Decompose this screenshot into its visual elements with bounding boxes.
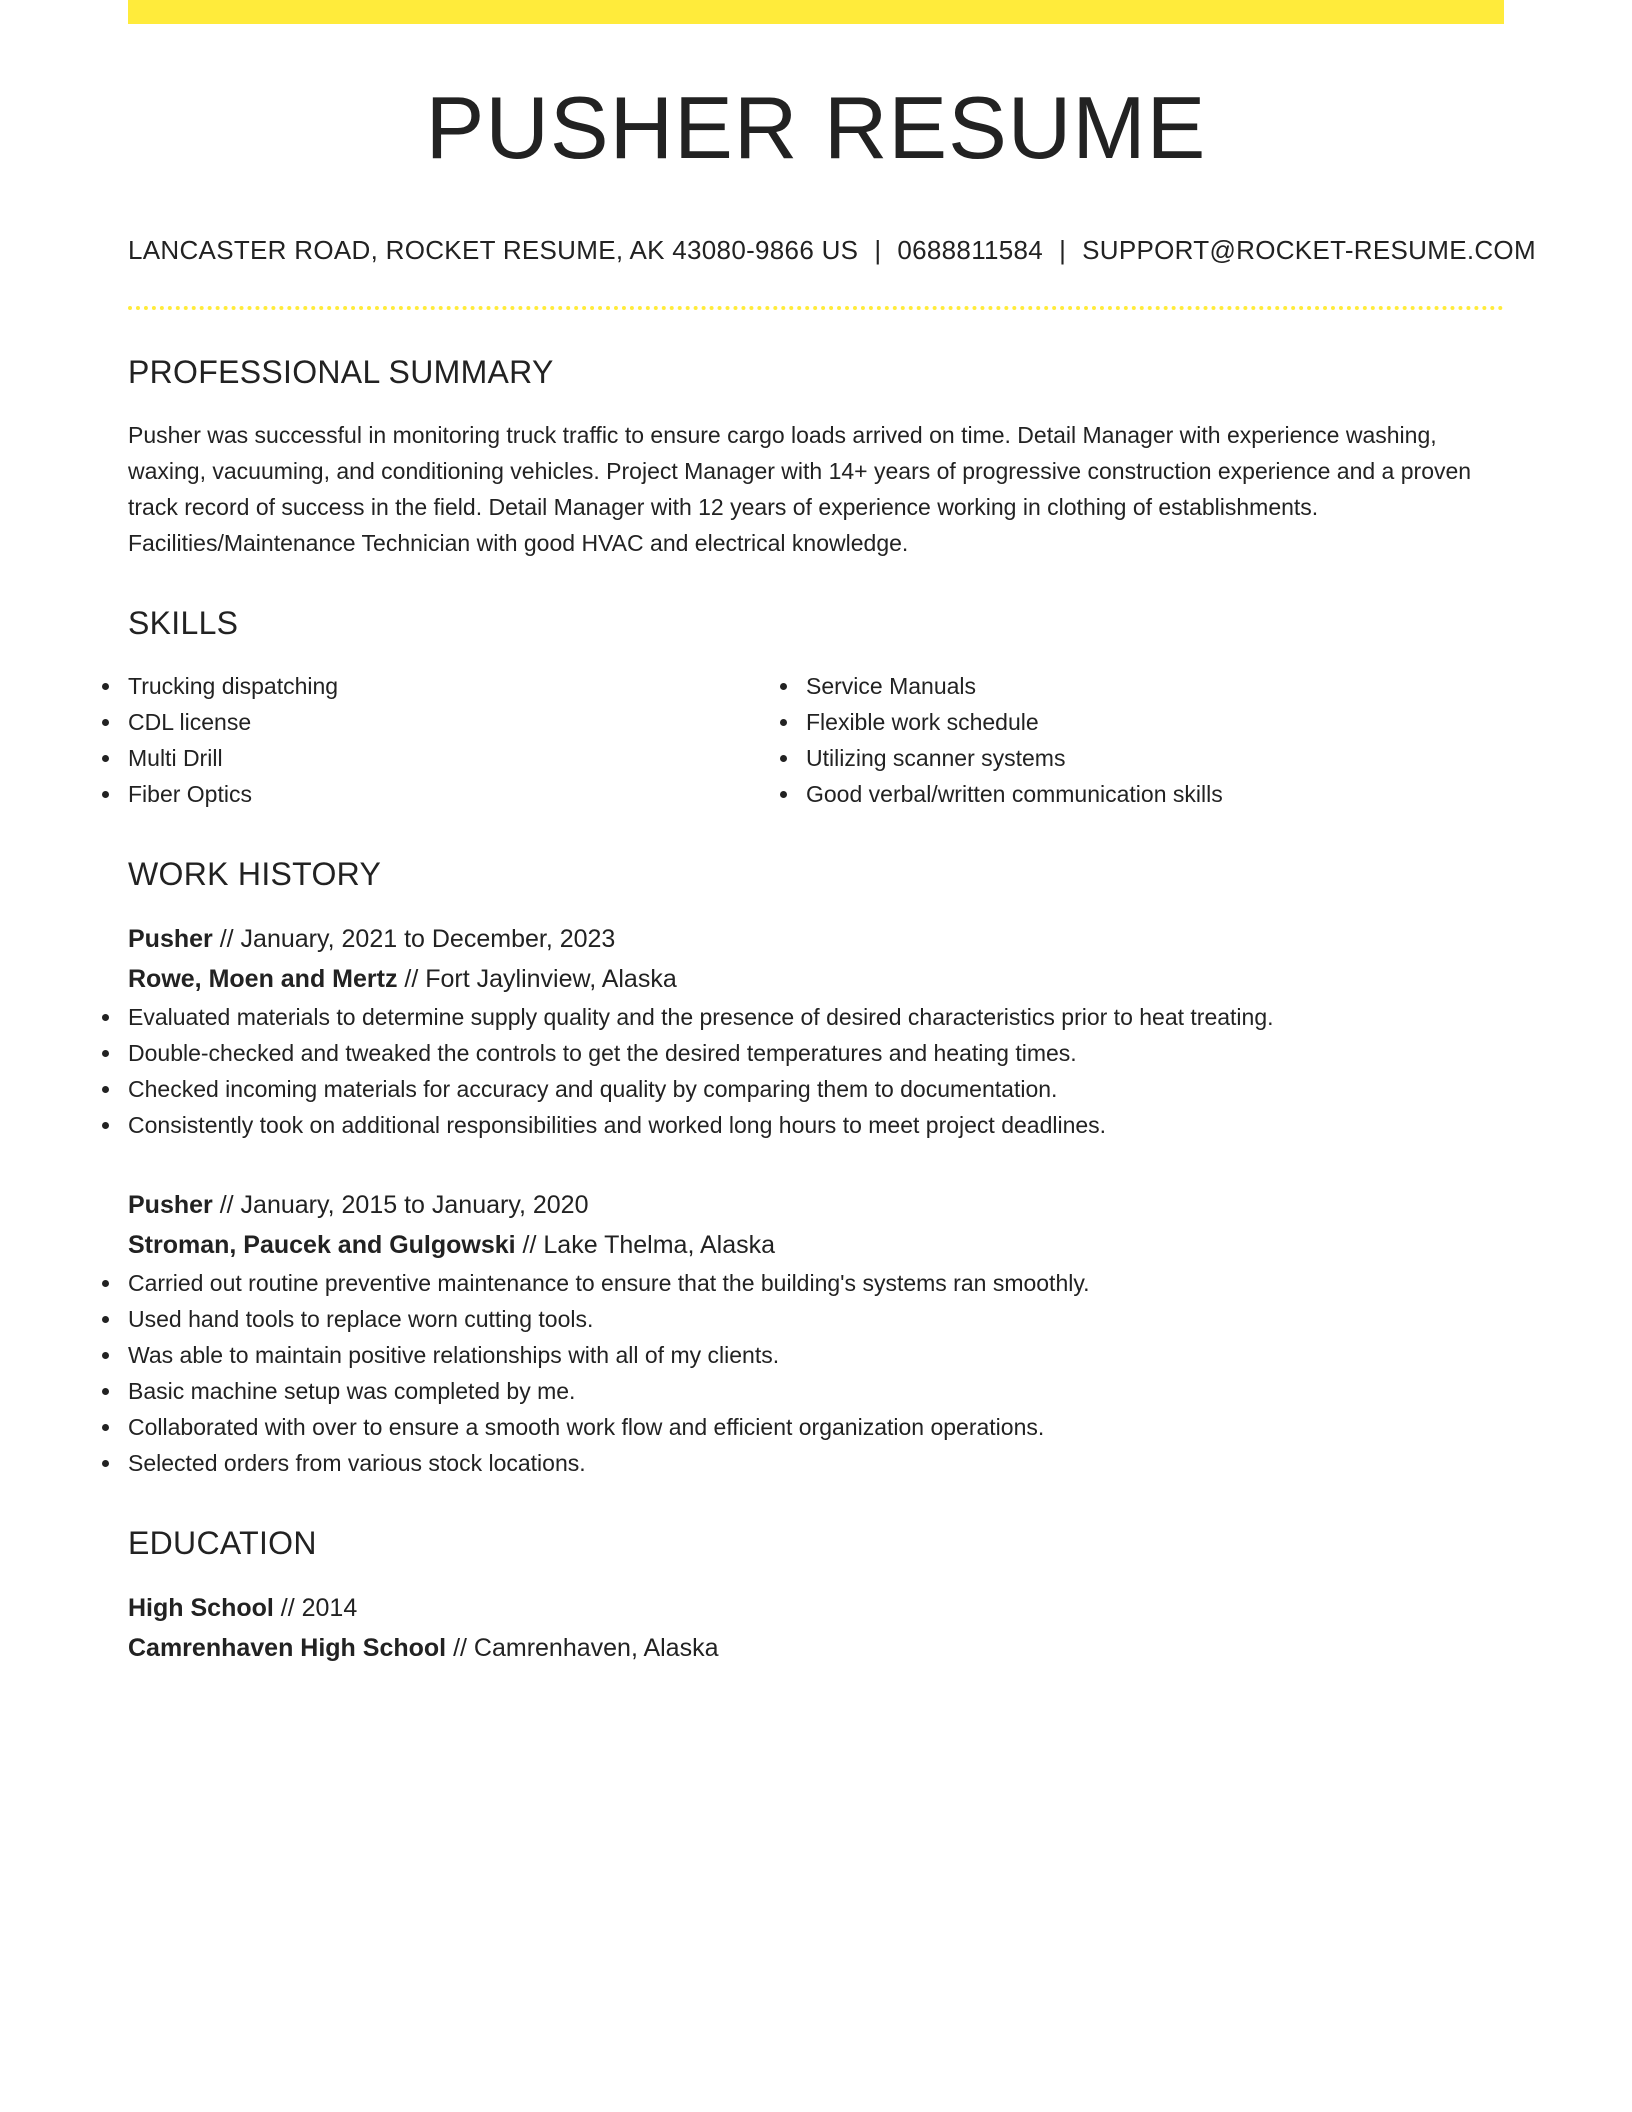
- contact-separator: |: [874, 234, 882, 265]
- job-company-line: [128, 959, 1504, 999]
- skill-item: CDL license: [128, 704, 806, 740]
- work-history-heading: WORK HISTORY: [128, 855, 382, 892]
- skill-item: Service Manuals: [806, 668, 1484, 704]
- job-duty: Selected orders from various stock locations.: [128, 1445, 1504, 1481]
- skill-item: Multi Drill: [128, 740, 806, 776]
- skills-column-right: [806, 668, 1484, 812]
- job-dates: // January, 2015 to January, 2020: [212, 1190, 589, 1219]
- education-degree: High School: [128, 1593, 274, 1622]
- job-duties: [128, 1265, 1504, 1481]
- contact-line: [128, 234, 1536, 266]
- education-school: Camrenhaven High School: [128, 1633, 447, 1662]
- skills-heading: SKILLS: [128, 604, 239, 641]
- job-duty: Consistently took on additional responsibilities and worked long hours to meet project deadlines.: [128, 1107, 1504, 1143]
- contact-email[interactable]: SUPPORT@ROCKET-RESUME.COM: [1082, 234, 1536, 265]
- skills-list: [128, 668, 1504, 812]
- job-dates: // January, 2021 to December, 2023: [212, 924, 616, 953]
- job-title-line: [128, 919, 1504, 959]
- job-duty: Double-checked and tweaked the controls to get the desired temperatures and heating times.: [128, 1035, 1504, 1071]
- header-divider: [128, 306, 1504, 310]
- job-location: // Fort Jaylinview, Alaska: [397, 964, 677, 993]
- job-company: Stroman, Paucek and Gulgowski: [128, 1230, 516, 1259]
- education-school-line: [128, 1628, 1504, 1668]
- contact-phone: 0688811584: [897, 234, 1044, 265]
- page-title: PUSHER RESUME: [425, 78, 1207, 177]
- skill-item: Flexible work schedule: [806, 704, 1484, 740]
- education-degree-line: [128, 1588, 1504, 1628]
- job-duty: Used hand tools to replace worn cutting tools.: [128, 1301, 1504, 1337]
- job-title-line: [128, 1185, 1504, 1225]
- job-entry: [128, 1185, 1504, 1481]
- job-location: // Lake Thelma, Alaska: [515, 1230, 776, 1259]
- job-title: Pusher: [128, 924, 213, 953]
- job-entry: [128, 919, 1504, 1143]
- skill-item: Fiber Optics: [128, 776, 806, 812]
- job-company-line: [128, 1225, 1504, 1265]
- top-accent-bar: [128, 0, 1504, 24]
- job-duty: Carried out routine preventive maintenance to ensure that the building's systems ran smoothly.: [128, 1265, 1504, 1301]
- education-entry: [128, 1588, 1504, 1668]
- skill-item: Trucking dispatching: [128, 668, 806, 704]
- contact-separator: |: [1059, 234, 1067, 265]
- education-location: // Camrenhaven, Alaska: [446, 1633, 719, 1662]
- skills-column-left: [128, 668, 806, 812]
- summary-heading: PROFESSIONAL SUMMARY: [128, 353, 554, 390]
- education-heading: EDUCATION: [128, 1524, 317, 1561]
- skill-item: Good verbal/written communication skills: [806, 776, 1484, 812]
- job-duty: Collaborated with over to ensure a smooth work flow and efficient organization operations.: [128, 1409, 1504, 1445]
- job-duty: Basic machine setup was completed by me.: [128, 1373, 1504, 1409]
- contact-address: LANCASTER ROAD, ROCKET RESUME, AK 43080-9866 US: [128, 234, 859, 265]
- job-duty: Checked incoming materials for accuracy and quality by comparing them to documentation.: [128, 1071, 1504, 1107]
- job-duty: Evaluated materials to determine supply quality and the presence of desired characteristics prior to heat treating.: [128, 999, 1504, 1035]
- job-company: Rowe, Moen and Mertz: [128, 964, 398, 993]
- resume-page: [128, 0, 1536, 1668]
- job-duty: Was able to maintain positive relationships with all of my clients.: [128, 1337, 1504, 1373]
- job-title: Pusher: [128, 1190, 213, 1219]
- skill-item: Utilizing scanner systems: [806, 740, 1484, 776]
- job-duties: [128, 999, 1504, 1143]
- summary-text: Pusher was successful in monitoring truck traffic to ensure cargo loads arrived on time. Detail Manager with experience washing, waxing, vacuuming, and conditioning vehicles. Project Manager with 14+ years of progressive construction experience and a proven track record of success in the field. Detail Manager with 12 years of experience working in clothing of establishments. Facilities/Maintenance Technician with good HVAC and electrical knowledge.: [128, 421, 1472, 556]
- education-year: // 2014: [273, 1593, 358, 1622]
